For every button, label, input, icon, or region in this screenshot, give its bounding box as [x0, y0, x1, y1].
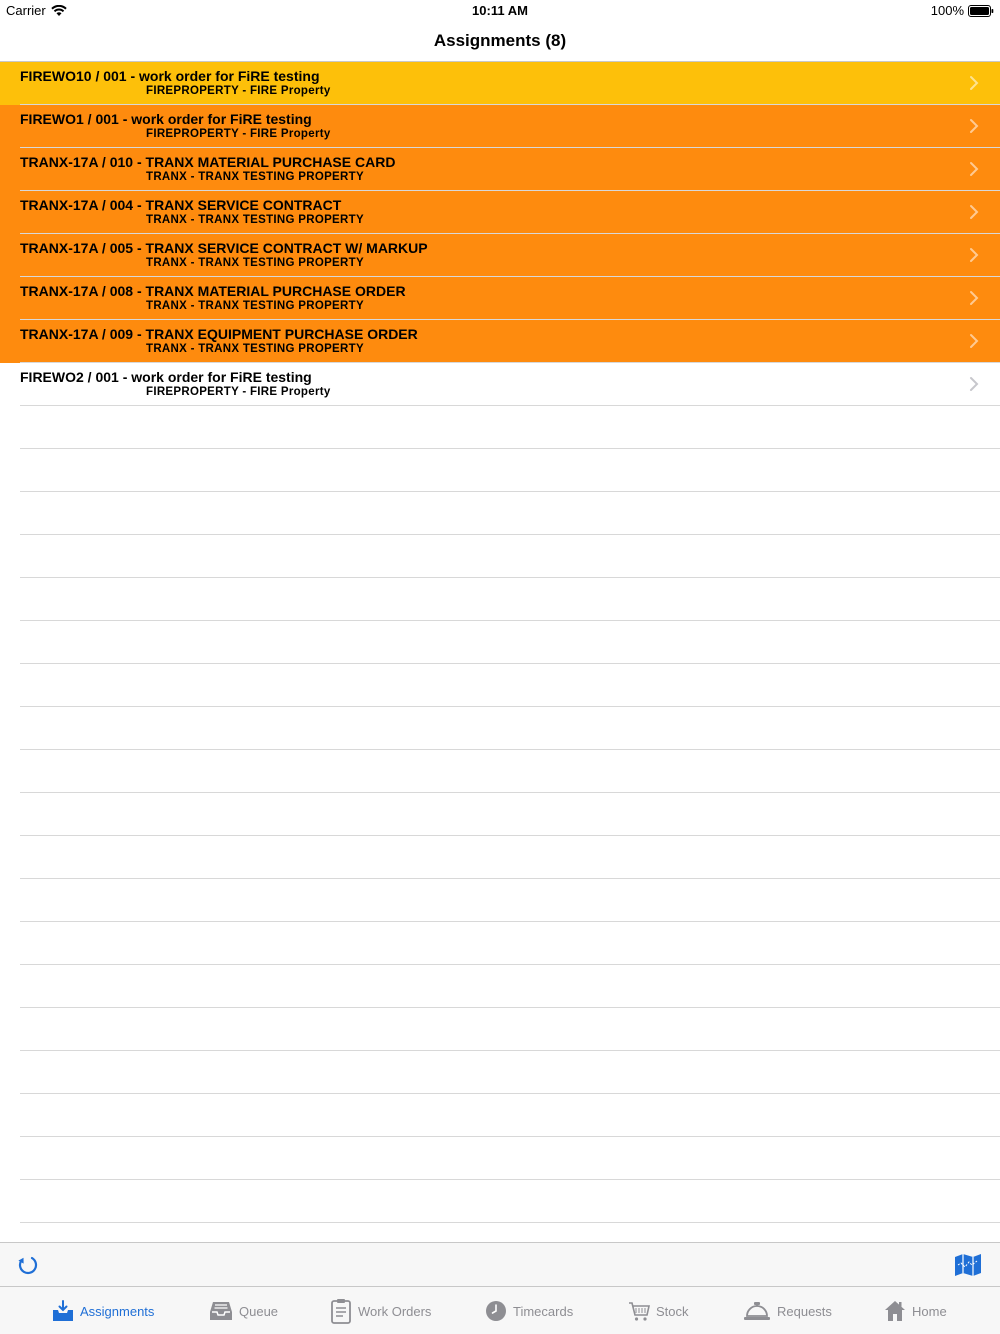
empty-row — [0, 793, 1000, 836]
clock-icon — [485, 1300, 507, 1322]
empty-row — [0, 1051, 1000, 1094]
assignment-title: TRANX-17A / 008 - TRANX MATERIAL PURCHASE ORDER — [20, 283, 406, 299]
assignment-row[interactable] — [0, 105, 1000, 148]
empty-row — [0, 1223, 1000, 1242]
chevron-right-icon — [966, 289, 982, 307]
tab-queue[interactable] — [209, 1297, 278, 1325]
assignment-title: TRANX-17A / 010 - TRANX MATERIAL PURCHASE CARD — [20, 154, 396, 170]
assignment-property: TRANX - TRANX TESTING PROPERTY — [146, 257, 364, 269]
chevron-right-icon — [966, 74, 982, 92]
house-icon — [884, 1300, 906, 1322]
chevron-right-icon — [966, 203, 982, 221]
empty-row — [0, 879, 1000, 922]
battery-percent: 100% — [930, 3, 964, 18]
tab-timecards[interactable] — [485, 1297, 573, 1325]
empty-row — [0, 965, 1000, 1008]
cart-icon — [628, 1300, 650, 1322]
tab-work-orders[interactable] — [330, 1297, 431, 1325]
empty-row — [0, 1180, 1000, 1223]
assignment-title: TRANX-17A / 004 - TRANX SERVICE CONTRACT — [20, 197, 342, 213]
status-bar — [0, 0, 1000, 22]
empty-row — [0, 836, 1000, 879]
inbox-download-icon — [52, 1300, 74, 1322]
assignment-row[interactable] — [0, 363, 1000, 406]
chevron-right-icon — [966, 160, 982, 178]
chevron-right-icon — [966, 375, 982, 393]
tab-home[interactable] — [884, 1297, 947, 1325]
assignment-row[interactable] — [0, 320, 1000, 363]
empty-row — [0, 621, 1000, 664]
clipboard-icon — [330, 1298, 352, 1324]
battery-group — [931, 3, 994, 18]
empty-row — [0, 1137, 1000, 1180]
tab-home-label: Home — [912, 1303, 947, 1319]
map-icon[interactable] — [954, 1253, 982, 1277]
chevron-right-icon — [966, 117, 982, 135]
assignment-property: TRANX - TRANX TESTING PROPERTY — [146, 214, 364, 226]
tab-stock[interactable] — [628, 1297, 689, 1325]
empty-row — [0, 664, 1000, 707]
empty-row — [0, 578, 1000, 621]
carrier-label: Carrier — [6, 3, 46, 18]
assignment-property: FIREPROPERTY - FIRE Property — [146, 386, 331, 398]
empty-row — [0, 492, 1000, 535]
assignment-property: TRANX - TRANX TESTING PROPERTY — [146, 171, 364, 183]
assignment-row[interactable] — [0, 191, 1000, 234]
chevron-right-icon — [966, 332, 982, 350]
assignment-property: FIREPROPERTY - FIRE Property — [146, 85, 331, 97]
empty-row — [0, 707, 1000, 750]
assignment-title: TRANX-17A / 005 - TRANX SERVICE CONTRACT W/ MARKUP — [20, 240, 428, 256]
tab-assignments-label: Assignments — [80, 1303, 155, 1319]
assignment-property: TRANX - TRANX TESTING PROPERTY — [146, 300, 364, 312]
assignment-row[interactable] — [0, 277, 1000, 320]
empty-row — [0, 406, 1000, 449]
assignment-title: FIREWO10 / 001 - work order for FiRE testing — [20, 68, 320, 84]
empty-row — [0, 750, 1000, 793]
assignment-list[interactable] — [0, 62, 1000, 1242]
assignment-row[interactable] — [0, 234, 1000, 277]
empty-row — [0, 449, 1000, 492]
chevron-right-icon — [966, 246, 982, 264]
tray-icon — [209, 1300, 233, 1322]
empty-row — [0, 1094, 1000, 1137]
assignment-title: FIREWO1 / 001 - work order for FiRE testing — [20, 111, 312, 127]
refresh-icon[interactable] — [16, 1253, 40, 1277]
assignment-property: TRANX - TRANX TESTING PROPERTY — [146, 343, 364, 355]
page-title: Assignments (8) — [433, 31, 567, 50]
tab-requests[interactable] — [743, 1297, 832, 1325]
assignment-row[interactable] — [0, 62, 1000, 105]
tab-bar — [0, 1286, 1000, 1334]
status-time: 10:11 AM — [472, 3, 528, 18]
assignment-property: FIREPROPERTY - FIRE Property — [146, 128, 331, 140]
tab-queue-label: Queue — [239, 1303, 279, 1319]
navigation-bar — [0, 22, 1000, 62]
empty-row — [0, 535, 1000, 578]
tab-requests-label: Requests — [777, 1303, 832, 1319]
assignment-title: FIREWO2 / 001 - work order for FiRE testing — [20, 369, 312, 385]
tab-timecards-label: Timecards — [513, 1303, 574, 1319]
service-bell-icon — [743, 1300, 771, 1322]
empty-row — [0, 922, 1000, 965]
tab-assignments[interactable] — [52, 1297, 154, 1325]
assignment-row[interactable] — [0, 148, 1000, 191]
tab-stock-label: Stock — [656, 1303, 689, 1319]
empty-row — [0, 1008, 1000, 1051]
tab-work-orders-label: Work Orders — [358, 1303, 432, 1319]
battery-icon — [968, 5, 994, 17]
bottom-toolbar — [0, 1242, 1000, 1286]
assignment-title: TRANX-17A / 009 - TRANX EQUIPMENT PURCHASE ORDER — [20, 326, 418, 342]
